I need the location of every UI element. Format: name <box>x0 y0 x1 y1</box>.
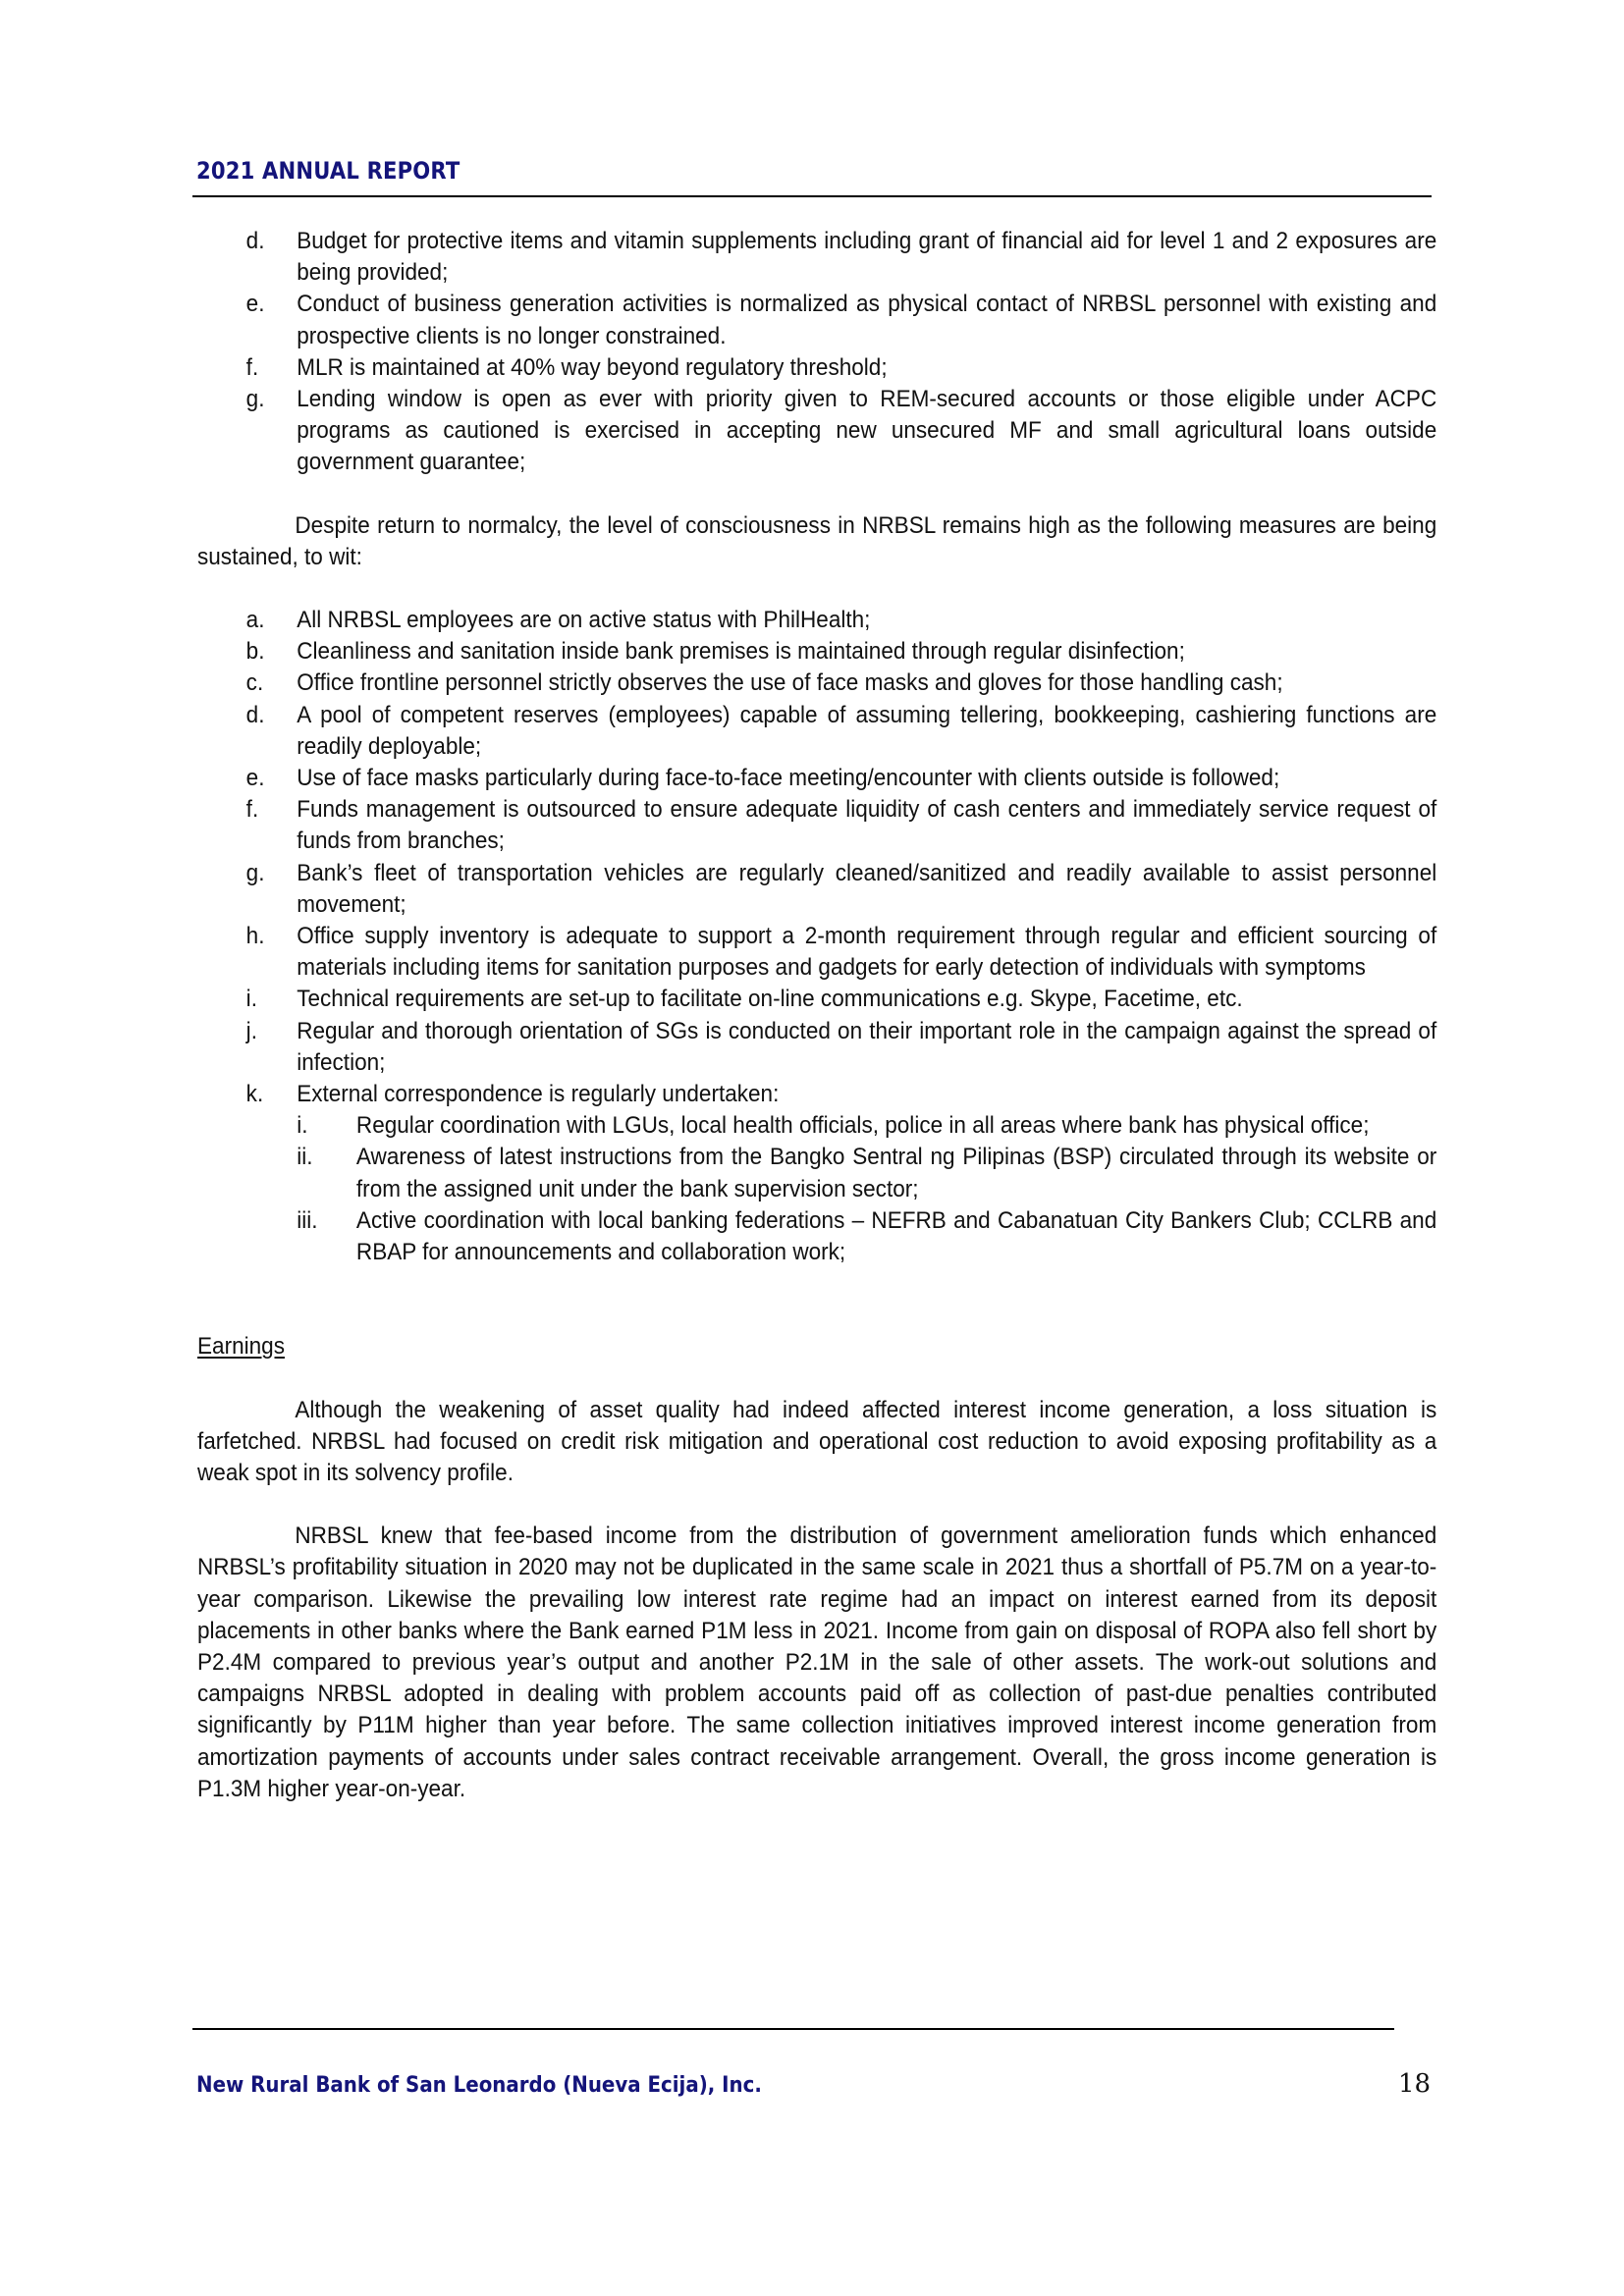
list-item-text: MLR is maintained at 40% way beyond regulatory threshold; <box>297 353 888 381</box>
list-item-text: Lending window is open as ever with priority given to REM-secured accounts or those eligible under ACPC programs as cautioned is exercised in accepting new unsecured MF and small agricultural loans outside government guarantee; <box>297 386 1437 476</box>
list-item <box>197 984 1436 1015</box>
list-marker: j. <box>245 1017 257 1044</box>
sublist-marker: iii. <box>297 1206 318 1234</box>
list-item <box>197 226 1436 289</box>
spacer <box>197 1489 1436 1521</box>
page-number: 18 <box>1398 2069 1432 2099</box>
precaution-list-continued <box>197 226 1436 479</box>
list-marker: e. <box>245 765 265 792</box>
list-item <box>197 605 1436 636</box>
list-item-text: Regular and thorough orientation of SGs is conducted on their important role in the campaign against the spread of infection; <box>297 1017 1437 1076</box>
header-divider <box>192 195 1432 197</box>
list-marker: f. <box>245 796 259 824</box>
list-item <box>197 667 1436 699</box>
list-item-text: Cleanliness and sanitation inside bank premises is maintained through regular disinfection; <box>297 638 1185 666</box>
list-item-text: Technical requirements are set-up to facilitate on-line communications e.g. Skype, Facetime, etc. <box>297 986 1243 1013</box>
spacer <box>197 1363 1436 1395</box>
section-heading-earnings: Earnings <box>197 1333 285 1361</box>
list-item <box>197 289 1436 351</box>
list-marker: d. <box>245 228 265 254</box>
footer-divider <box>192 2028 1394 2030</box>
footer-organization-name: New Rural Bank of San Leonardo (Nueva Ecija), Inc. <box>196 2073 762 2098</box>
list-item <box>197 794 1436 857</box>
sublist-item <box>297 1110 1436 1142</box>
sublist-marker: ii. <box>297 1144 313 1171</box>
list-item <box>197 858 1436 921</box>
list-item-text: Bank’s fleet of transportation vehicles are regularly cleaned/sanitized and readily available to assist personnel movement; <box>297 859 1437 918</box>
list-item-text: Budget for protective items and vitamin supplements including grant of financial aid for level 1 and 2 exposures are being provided; <box>297 228 1437 287</box>
external-correspondence-sublist <box>297 1110 1436 1268</box>
sublist-item <box>297 1205 1436 1268</box>
spacer <box>197 573 1436 605</box>
spacer <box>197 479 1436 510</box>
list-item <box>197 700 1436 763</box>
list-marker: i. <box>245 986 257 1013</box>
sublist-item-text: Awareness of latest instructions from the Bangko Sentral ng Pilipinas (BSP) circulated through its website or from the assigned unit under the bank supervision sector; <box>355 1144 1437 1202</box>
list-item-text: A pool of competent reserves (employees) capable of assuming tellering, bookkeeping, cashiering functions are readily deployable; <box>297 701 1437 760</box>
list-item <box>197 1079 1436 1268</box>
list-marker: c. <box>245 669 264 697</box>
list-item-text: Office supply inventory is adequate to support a 2-month requirement through regular and efficient sourcing of materials including items for sanitation purposes and gadgets for early detection of individuals with symptoms <box>297 923 1437 982</box>
list-marker: g. <box>245 386 265 413</box>
list-item <box>197 636 1436 667</box>
sublist-item <box>297 1142 1436 1204</box>
list-marker: h. <box>245 923 265 950</box>
list-marker: k. <box>245 1081 264 1108</box>
list-item-text: Conduct of business generation activities is normalized as physical contact of NRBSL personnel with existing and prospective clients is no longer constrained. <box>297 291 1437 349</box>
list-marker: b. <box>245 638 265 666</box>
sublist-item-text: Active coordination with local banking federations – NEFRB and Cabanatuan City Bankers Club; CCLRB and RBAP for announcements and collaboration work; <box>355 1206 1437 1266</box>
earnings-paragraph: Although the weakening of asset quality had indeed affected interest income generation, a loss situation is farfetched. NRBSL had focused on credit risk mitigation and operational cost reduction to avoid exposing profitability as a weak spot in its solvency profile. <box>197 1396 1437 1486</box>
list-marker: g. <box>245 859 265 886</box>
list-item <box>197 921 1436 984</box>
list-marker: f. <box>245 353 259 381</box>
list-marker: d. <box>245 701 265 728</box>
list-item <box>197 1016 1436 1079</box>
list-item <box>197 352 1436 384</box>
list-item <box>197 384 1436 479</box>
sustained-measures-list <box>197 605 1436 1268</box>
list-item-text: Office frontline personnel strictly observes the use of face masks and gloves for those handling cash; <box>297 669 1283 697</box>
list-item-text: Use of face masks particularly during face-to-face meeting/encounter with clients outside is followed; <box>297 765 1280 792</box>
list-item-text: Funds management is outsourced to ensure adequate liquidity of cash centers and immediately service request of funds from branches; <box>297 796 1437 855</box>
sublist-marker: i. <box>297 1112 308 1140</box>
page-body <box>197 226 1437 1805</box>
list-item-text: All NRBSL employees are on active status with PhilHealth; <box>297 607 871 634</box>
spacer <box>197 1268 1436 1331</box>
report-header-title: 2021 ANNUAL REPORT <box>196 157 460 185</box>
intro-paragraph: Despite return to normalcy, the level of consciousness in NRBSL remains high as the following measures are being sustained, to wit: <box>197 511 1437 570</box>
list-marker: a. <box>245 607 265 634</box>
list-marker: e. <box>245 291 265 318</box>
list-item-text: External correspondence is regularly undertaken: <box>297 1081 780 1108</box>
sublist-item-text: Regular coordination with LGUs, local health officials, police in all areas where bank has physical office; <box>355 1112 1370 1140</box>
list-item <box>197 763 1436 794</box>
earnings-paragraph: NRBSL knew that fee-based income from the distribution of government amelioration funds which enhanced NRBSL’s profitability situation in 2020 may not be duplicated in the same scale in 2021 thus a shortfall of P5.7M on a year-to-year comparison. Likewise the prevailing low interest rate regime had an impact on interest earned from its deposit placements in other banks where the Bank earned P1M less in 2021. Income from gain on disposal of ROPA also fell short by P2.4M compared to previous year’s output and another P2.1M in the sale of other assets. The work-out solutions and campaigns NRBSL adopted in dealing with problem accounts paid off as collection of past-due penalties contributed significantly by P11M higher than year before. The same collection initiatives improved interest income generation from amortization payments of accounts under sales contract receivable arrangement. Overall, the gross income generation is P1.3M higher year-on-year. <box>197 1522 1437 1802</box>
